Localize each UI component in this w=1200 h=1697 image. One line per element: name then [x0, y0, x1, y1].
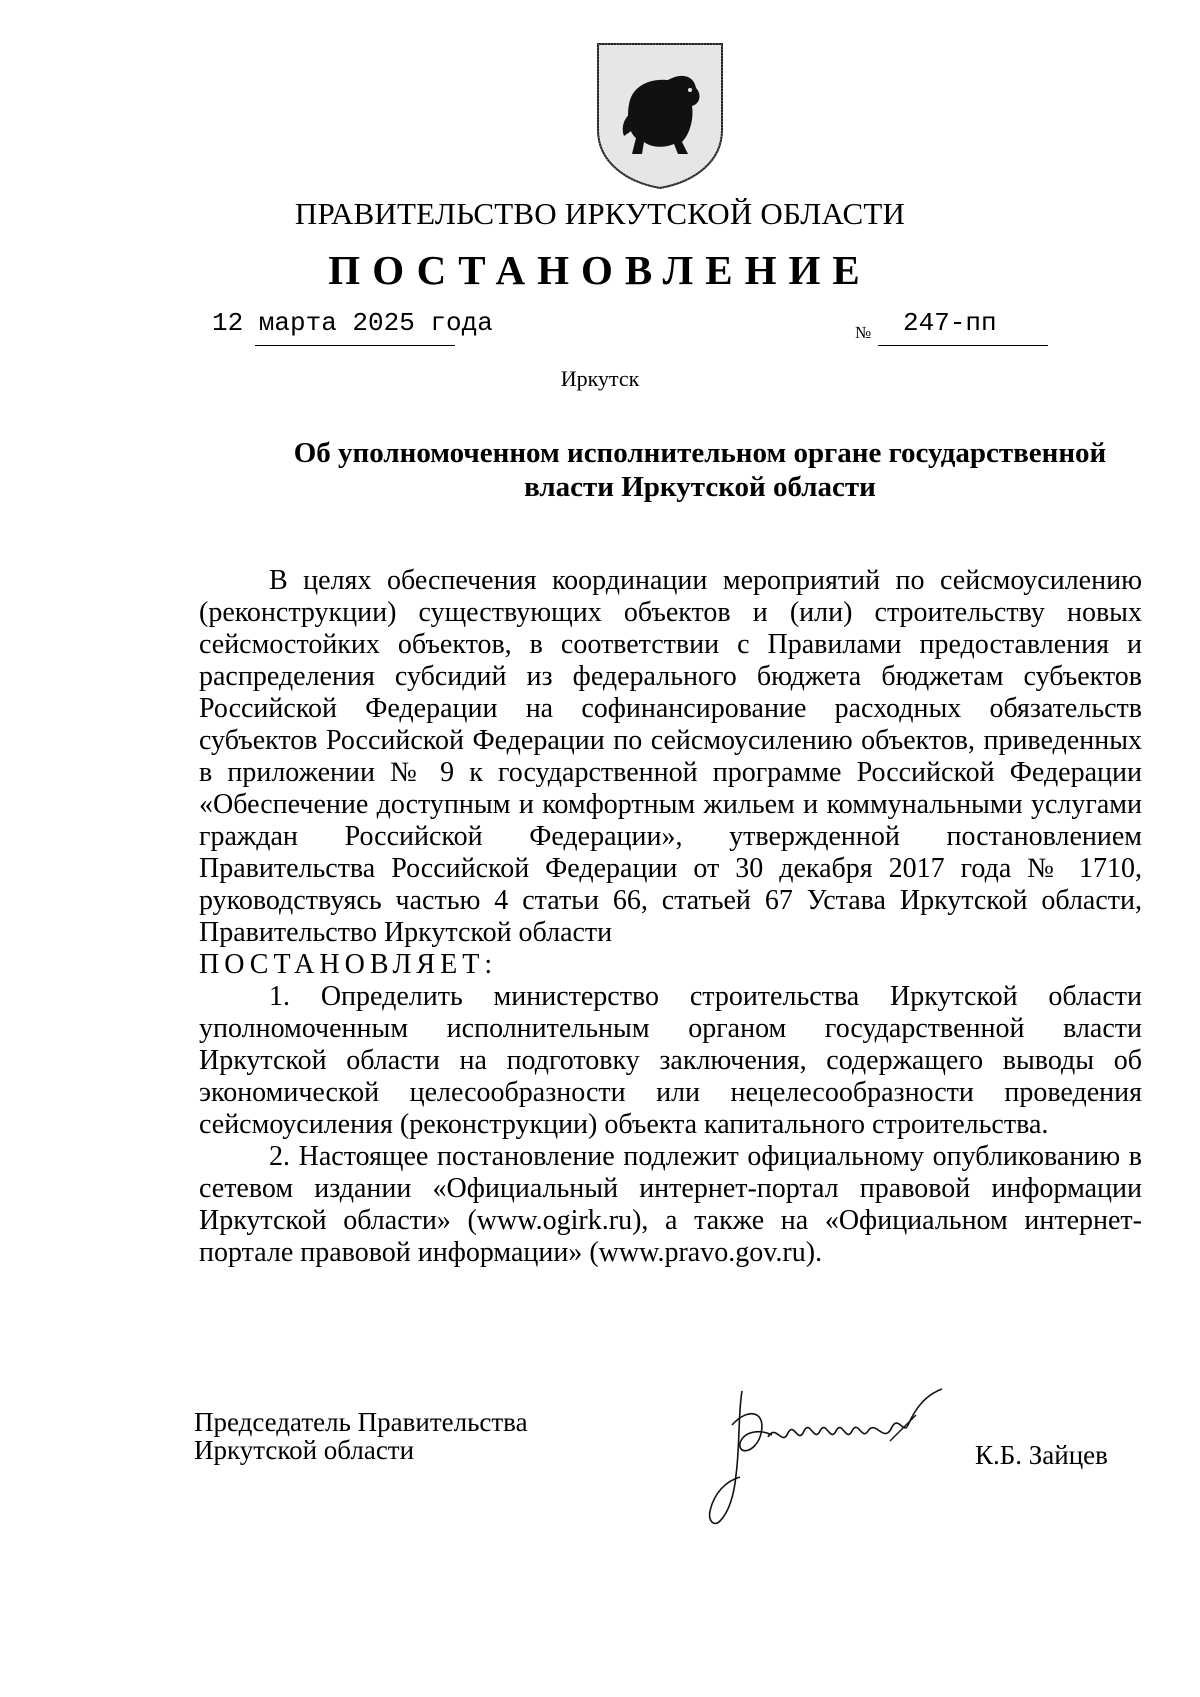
number-sign: №	[855, 323, 872, 342]
document-number: 247-пп	[903, 308, 997, 338]
resolves-line: ПОСТАНОВЛЯЕТ:	[199, 949, 498, 980]
position-line-2: Иркутской области	[194, 1435, 415, 1465]
preamble-paragraph: В целях обеспечения координации мероприятий по сейсмоусилению (реконструкции) существующих объектов и (или) строительству новых сейсмостойких объектов, в соответствии с Правилами предоставления и распределения субсидий из федерального бюджета бюджетам субъектов Российской Федерации на софинансирование расходных обязательств субъектов Российской Федерации по сейсмоусилению объектов, приведенных в приложении № 9 к государственной программе Российской Федерации «Обеспечение доступным и комфортным жильем и коммунальными услугами граждан Российской Федерации», утвержденной постановлением Правительства Российской Федерации от 30 декабря 2017 года № 1710, руководствуясь частью 4 статьи 66, статьей 67 Устава Иркутской области, Правительство Иркутской области	[199, 565, 1142, 948]
number-underline	[878, 345, 1048, 346]
item-1-paragraph: 1. Определить министерство строительства Иркутской области уполномоченным исполнительным органом государственной власти Иркутской области на подготовку заключения, содержащего выводы об экономической целесообразности или нецелесообразности проведения сейсмоусиления (реконструкции) объекта капитального строительства.	[199, 981, 1142, 1140]
position-line-1: Председатель Правительства	[194, 1407, 528, 1437]
document-date: 12 марта 2025 года	[212, 308, 493, 338]
handwritten-signature	[680, 1385, 960, 1530]
document-type: ПОСТАНОВЛЕНИЕ	[328, 247, 872, 293]
signatory-name: К.Б. Зайцев	[975, 1440, 1108, 1470]
date-underline	[255, 345, 455, 346]
city: Иркутск	[560, 366, 640, 391]
document-subject: Об уполномоченном исполнительном органе государственной власти Иркутской области	[293, 437, 1107, 503]
item-2-paragraph: 2. Настоящее постановление подлежит официальному опубликованию в сетевом издании «Официальный интернет-портал правовой информации Иркутской области» (www.ogirk.ru), а также на «Официальном интернет-портале правовой информации» (www.pravo.gov.ru).	[199, 1141, 1142, 1268]
government-name: ПРАВИТЕЛЬСТВО ИРКУТСКОЙ ОБЛАСТИ	[294, 196, 906, 231]
document-body	[199, 565, 1142, 1269]
coat-of-arms-icon	[590, 38, 730, 190]
signatory-position	[194, 1408, 528, 1464]
